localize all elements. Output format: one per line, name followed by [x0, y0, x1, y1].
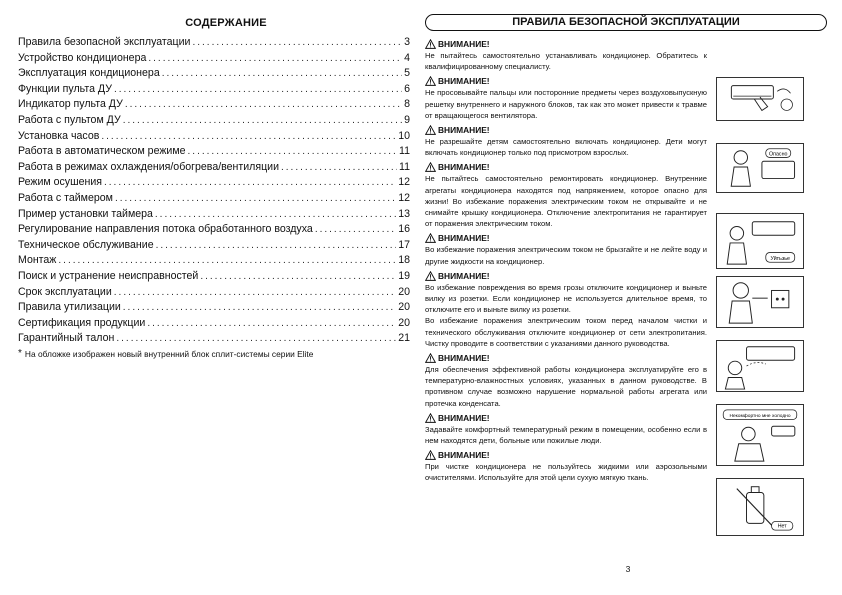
- toc-entry-page: 18: [398, 254, 410, 267]
- warning-block: [425, 75, 707, 121]
- toc-leader-dots: [114, 285, 396, 301]
- repair-shock-icon: [717, 214, 803, 268]
- page-number: 3: [625, 564, 631, 574]
- toc-leader-dots: [281, 160, 397, 176]
- danger-label: Опасно: [769, 151, 788, 158]
- warning-triangle-icon: [425, 450, 436, 460]
- toc-entry-label: Правила утилизации: [18, 301, 121, 314]
- toc-entry-label: Техническое обслуживание: [18, 238, 154, 251]
- toc-entry-label: Установка часов: [18, 129, 100, 142]
- warning-text: Не разрешайте детям самостоятельно включать кондиционер. Дети могут включать кондиционер только под присмотром взрослых.: [425, 137, 707, 158]
- toc-entry-label: Режим осушения: [18, 176, 102, 189]
- toc-entry-label: Срок эксплуатации: [18, 285, 112, 298]
- toc-entry-page: 21: [398, 332, 410, 345]
- warning-heading-label: ВНИМАНИЕ!: [438, 233, 490, 244]
- toc-entry-label: Функции пульта ДУ: [18, 82, 112, 95]
- toc-leader-dots: [200, 269, 396, 285]
- warning-triangle-icon: [425, 39, 436, 49]
- toc-entry-label: Гарантийный талон: [18, 332, 115, 345]
- warning-triangle-icon: [425, 125, 436, 135]
- toc-entry-label: Работа в автоматическом режиме: [18, 145, 186, 158]
- toc-entry-page: 12: [398, 191, 410, 204]
- cold-person-icon: [717, 405, 803, 465]
- toc-leader-dots: [162, 66, 402, 82]
- warning-heading-label: ВНИМАНИЕ!: [438, 270, 490, 281]
- toc-entry-label: Регулирование направления потока обработанного воздуха: [18, 223, 313, 236]
- warning-text: Для обеспечения эффективной работы кондиционера эксплуатируйте его в температурно-влажностных условиях, указанных в данном руководстве. В противном случае возможно нарушение нормальной работы агрегата или протечка конденсата.: [425, 365, 707, 408]
- toc-entry-page: 6: [404, 82, 410, 95]
- footnote-text: На обложке изображен новый внутренний блок сплит-системы серии Elite: [24, 349, 314, 359]
- toc-entry-page: 9: [404, 113, 410, 126]
- toc-leader-dots: [192, 35, 402, 51]
- toc-entry[interactable]: [18, 129, 410, 145]
- toc-entry-label: Работа в режимах охлаждения/обогрева/вентиляции: [18, 160, 279, 173]
- toc-entry-page: 13: [398, 207, 410, 220]
- toc-leader-dots: [125, 97, 402, 113]
- illustration-repair-danger: [716, 213, 804, 269]
- warning-text: При чистке кондиционера не пользуйтесь жидкими или аэрозольными очистителями. Используйте для этой цели сухую мягкую ткань.: [425, 462, 707, 483]
- warning-heading-label: ВНИМАНИЕ!: [438, 450, 490, 461]
- toc-entry-page: 20: [398, 285, 410, 298]
- water-spray-icon: [717, 341, 803, 391]
- toc-entry-page: 19: [398, 269, 410, 282]
- warning-heading: [425, 232, 707, 244]
- warning-block: [425, 161, 707, 229]
- toc-entry-label: Сертификация продукции: [18, 316, 146, 329]
- warning-heading: [425, 412, 707, 424]
- toc-entry[interactable]: [18, 207, 410, 223]
- hand-in-fan-icon: [717, 78, 803, 120]
- toc-list: [18, 35, 410, 347]
- comfort-label: Некомфортно мне холодно: [729, 414, 791, 420]
- warning-triangle-icon: [425, 233, 436, 243]
- aerosol-label: Нет: [777, 523, 787, 530]
- warning-triangle-icon: [425, 353, 436, 363]
- toc-entry-page: 11: [399, 145, 410, 158]
- toc-leader-dots: [123, 113, 402, 129]
- toc-leader-dots: [116, 331, 396, 347]
- illustration-thunderstorm-unplug: [716, 276, 804, 328]
- toc-entry[interactable]: [18, 144, 410, 160]
- toc-leader-dots: [188, 144, 397, 160]
- toc-entry[interactable]: [18, 113, 410, 129]
- illustration-uncomfortable-cold: [716, 404, 804, 466]
- warning-heading: [425, 270, 707, 282]
- toc-entry[interactable]: [18, 269, 410, 285]
- toc-leader-dots: [104, 175, 396, 191]
- toc-leader-dots: [315, 222, 396, 238]
- toc-entry-page: 12: [398, 176, 410, 189]
- toc-entry[interactable]: [18, 222, 410, 238]
- warning-triangle-icon: [425, 271, 436, 281]
- toc-leader-dots: [123, 300, 396, 316]
- warning-block: [425, 449, 707, 483]
- warning-heading-label: ВНИМАНИЕ!: [438, 39, 490, 49]
- warning-text: Не пытайтесь самостоятельно устанавливать кондиционер. Обратитесь к квалифицированному специалисту.: [425, 51, 707, 72]
- illustration-no-aerosol: [716, 478, 804, 536]
- cover-footnote: [18, 348, 410, 360]
- illustration-child-and-unit: [716, 143, 804, 193]
- toc-entry[interactable]: [18, 51, 410, 67]
- unplug-label: Уйтьзье: [770, 255, 790, 262]
- warning-heading-label: ВНИМАНИЕ!: [438, 76, 490, 87]
- toc-entry[interactable]: [18, 238, 410, 254]
- warning-heading: [425, 75, 707, 87]
- toc-leader-dots: [101, 129, 396, 145]
- child-warning-icon: [717, 144, 803, 192]
- warning-triangle-icon: [425, 413, 436, 423]
- warning-heading-label: ВНИМАНИЕ!: [438, 125, 490, 136]
- toc-entry-label: Работа с таймером: [18, 191, 113, 204]
- warning-block: [425, 412, 707, 446]
- warning-text: Задавайте комфортный температурный режим в помещении, особенно если в нем находятся дети, больные или пожилые люди.: [425, 424, 707, 446]
- toc-title: СОДЕРЖАНИЕ: [185, 17, 267, 29]
- toc-entry[interactable]: [18, 191, 410, 207]
- warning-heading: [425, 352, 707, 364]
- toc-entry-label: Эксплуатация кондиционера: [18, 67, 160, 80]
- warning-heading-label: ВНИМАНИЕ!: [438, 412, 490, 423]
- safety-warnings: [425, 38, 707, 487]
- toc-entry[interactable]: [18, 82, 410, 98]
- plug-socket-icon: [717, 277, 803, 327]
- toc-entry[interactable]: [18, 316, 410, 332]
- warning-heading-label: ВНИМАНИЕ!: [438, 353, 490, 364]
- toc-entry[interactable]: [18, 300, 410, 316]
- warning-block: [425, 270, 707, 349]
- toc-entry-page: 20: [398, 316, 410, 329]
- warning-triangle-icon: [425, 162, 436, 172]
- toc-leader-dots: [58, 253, 396, 269]
- toc-entry-page: 11: [399, 160, 410, 173]
- toc-entry-page: 20: [398, 301, 410, 314]
- warning-block: [425, 352, 707, 409]
- warning-text-continued: Во избежание поражения электрическим током перед началом чистки и технического обслуживания отключите кондиционер от сети электропитания. Чистку проводите в соответствии с указаниями данного руководства.: [425, 316, 707, 348]
- toc-entry[interactable]: [18, 35, 410, 51]
- toc-entry-page: 16: [398, 223, 410, 236]
- safety-section-title: ПРАВИЛА БЕЗОПАСНОЙ ЭКСПЛУАТАЦИИ: [425, 14, 827, 31]
- toc-entry-page: 10: [398, 129, 410, 142]
- toc-leader-dots: [155, 207, 396, 223]
- toc-entry[interactable]: [18, 160, 410, 176]
- warning-heading: [425, 124, 707, 136]
- warning-heading: [425, 38, 707, 50]
- warning-triangle-icon: [425, 76, 436, 86]
- warning-block: [425, 38, 707, 72]
- toc-entry-label: Устройство кондиционера: [18, 51, 147, 64]
- warning-text: Не просовывайте пальцы или посторонние предметы через воздуховыпускную решетку внутреннего и наружного блоков, так как это может привести к травме от вращающегося вентилятора.: [425, 88, 707, 120]
- toc-entry[interactable]: [18, 175, 410, 191]
- toc-entry-label: Монтаж: [18, 254, 57, 267]
- toc-entry[interactable]: [18, 97, 410, 113]
- warning-text: Не пытайтесь самостоятельно ремонтировать кондиционер. Внутренние агрегаты кондиционера находятся под напряжением, которое опасно для жизни! Во избежание поражения электрическим током не открывайте и не снимайте крышку кондиционера. Отключение электропитания не гарантирует от поражения электрическим током.: [425, 174, 707, 229]
- illustration-water-on-unit: [716, 340, 804, 392]
- toc-entry-label: Работа с пультом ДУ: [18, 113, 121, 126]
- toc-leader-dots: [147, 316, 396, 332]
- toc-leader-dots: [148, 51, 402, 67]
- toc-entry-page: 5: [404, 67, 410, 80]
- toc-entry-page: 8: [404, 98, 410, 111]
- toc-entry-page: 4: [404, 51, 410, 64]
- toc-leader-dots: [156, 238, 397, 254]
- warning-block: [425, 124, 707, 158]
- toc-entry-page: 17: [398, 238, 410, 251]
- toc-entry-page: 3: [404, 36, 410, 48]
- aerosol-can-icon: [717, 479, 803, 535]
- toc-entry[interactable]: [18, 331, 410, 347]
- warning-heading: [425, 161, 707, 173]
- toc-entry[interactable]: [18, 285, 410, 301]
- toc-entry-label: Индикатор пульта ДУ: [18, 98, 123, 111]
- toc-entry[interactable]: [18, 66, 410, 82]
- toc-entry-label: Поиск и устранение неисправностей: [18, 269, 199, 282]
- warning-text: Во избежание поражения электрическим током не брызгайте и не лейте воду и другие жидкости на кондиционер.: [425, 245, 707, 266]
- warning-text: Во избежание повреждения во время грозы отключите кондиционер и выньте вилку из розетки. Если кондиционер не используется длительное время, то отключите его и выньте вилку из розетки.: [425, 282, 707, 315]
- warning-heading-label: ВНИМАНИЕ!: [438, 162, 490, 173]
- toc-entry-label: Пример установки таймера: [18, 207, 153, 220]
- warning-block: [425, 232, 707, 266]
- toc-entry[interactable]: [18, 253, 410, 269]
- toc-leader-dots: [114, 82, 402, 98]
- illustration-fingers-in-grille: [716, 77, 804, 121]
- toc-leader-dots: [115, 191, 396, 207]
- warning-heading: [425, 449, 707, 461]
- toc-entry-label: Правила безопасной эксплуатации: [18, 36, 191, 48]
- footnote-asterisk: *: [18, 348, 22, 359]
